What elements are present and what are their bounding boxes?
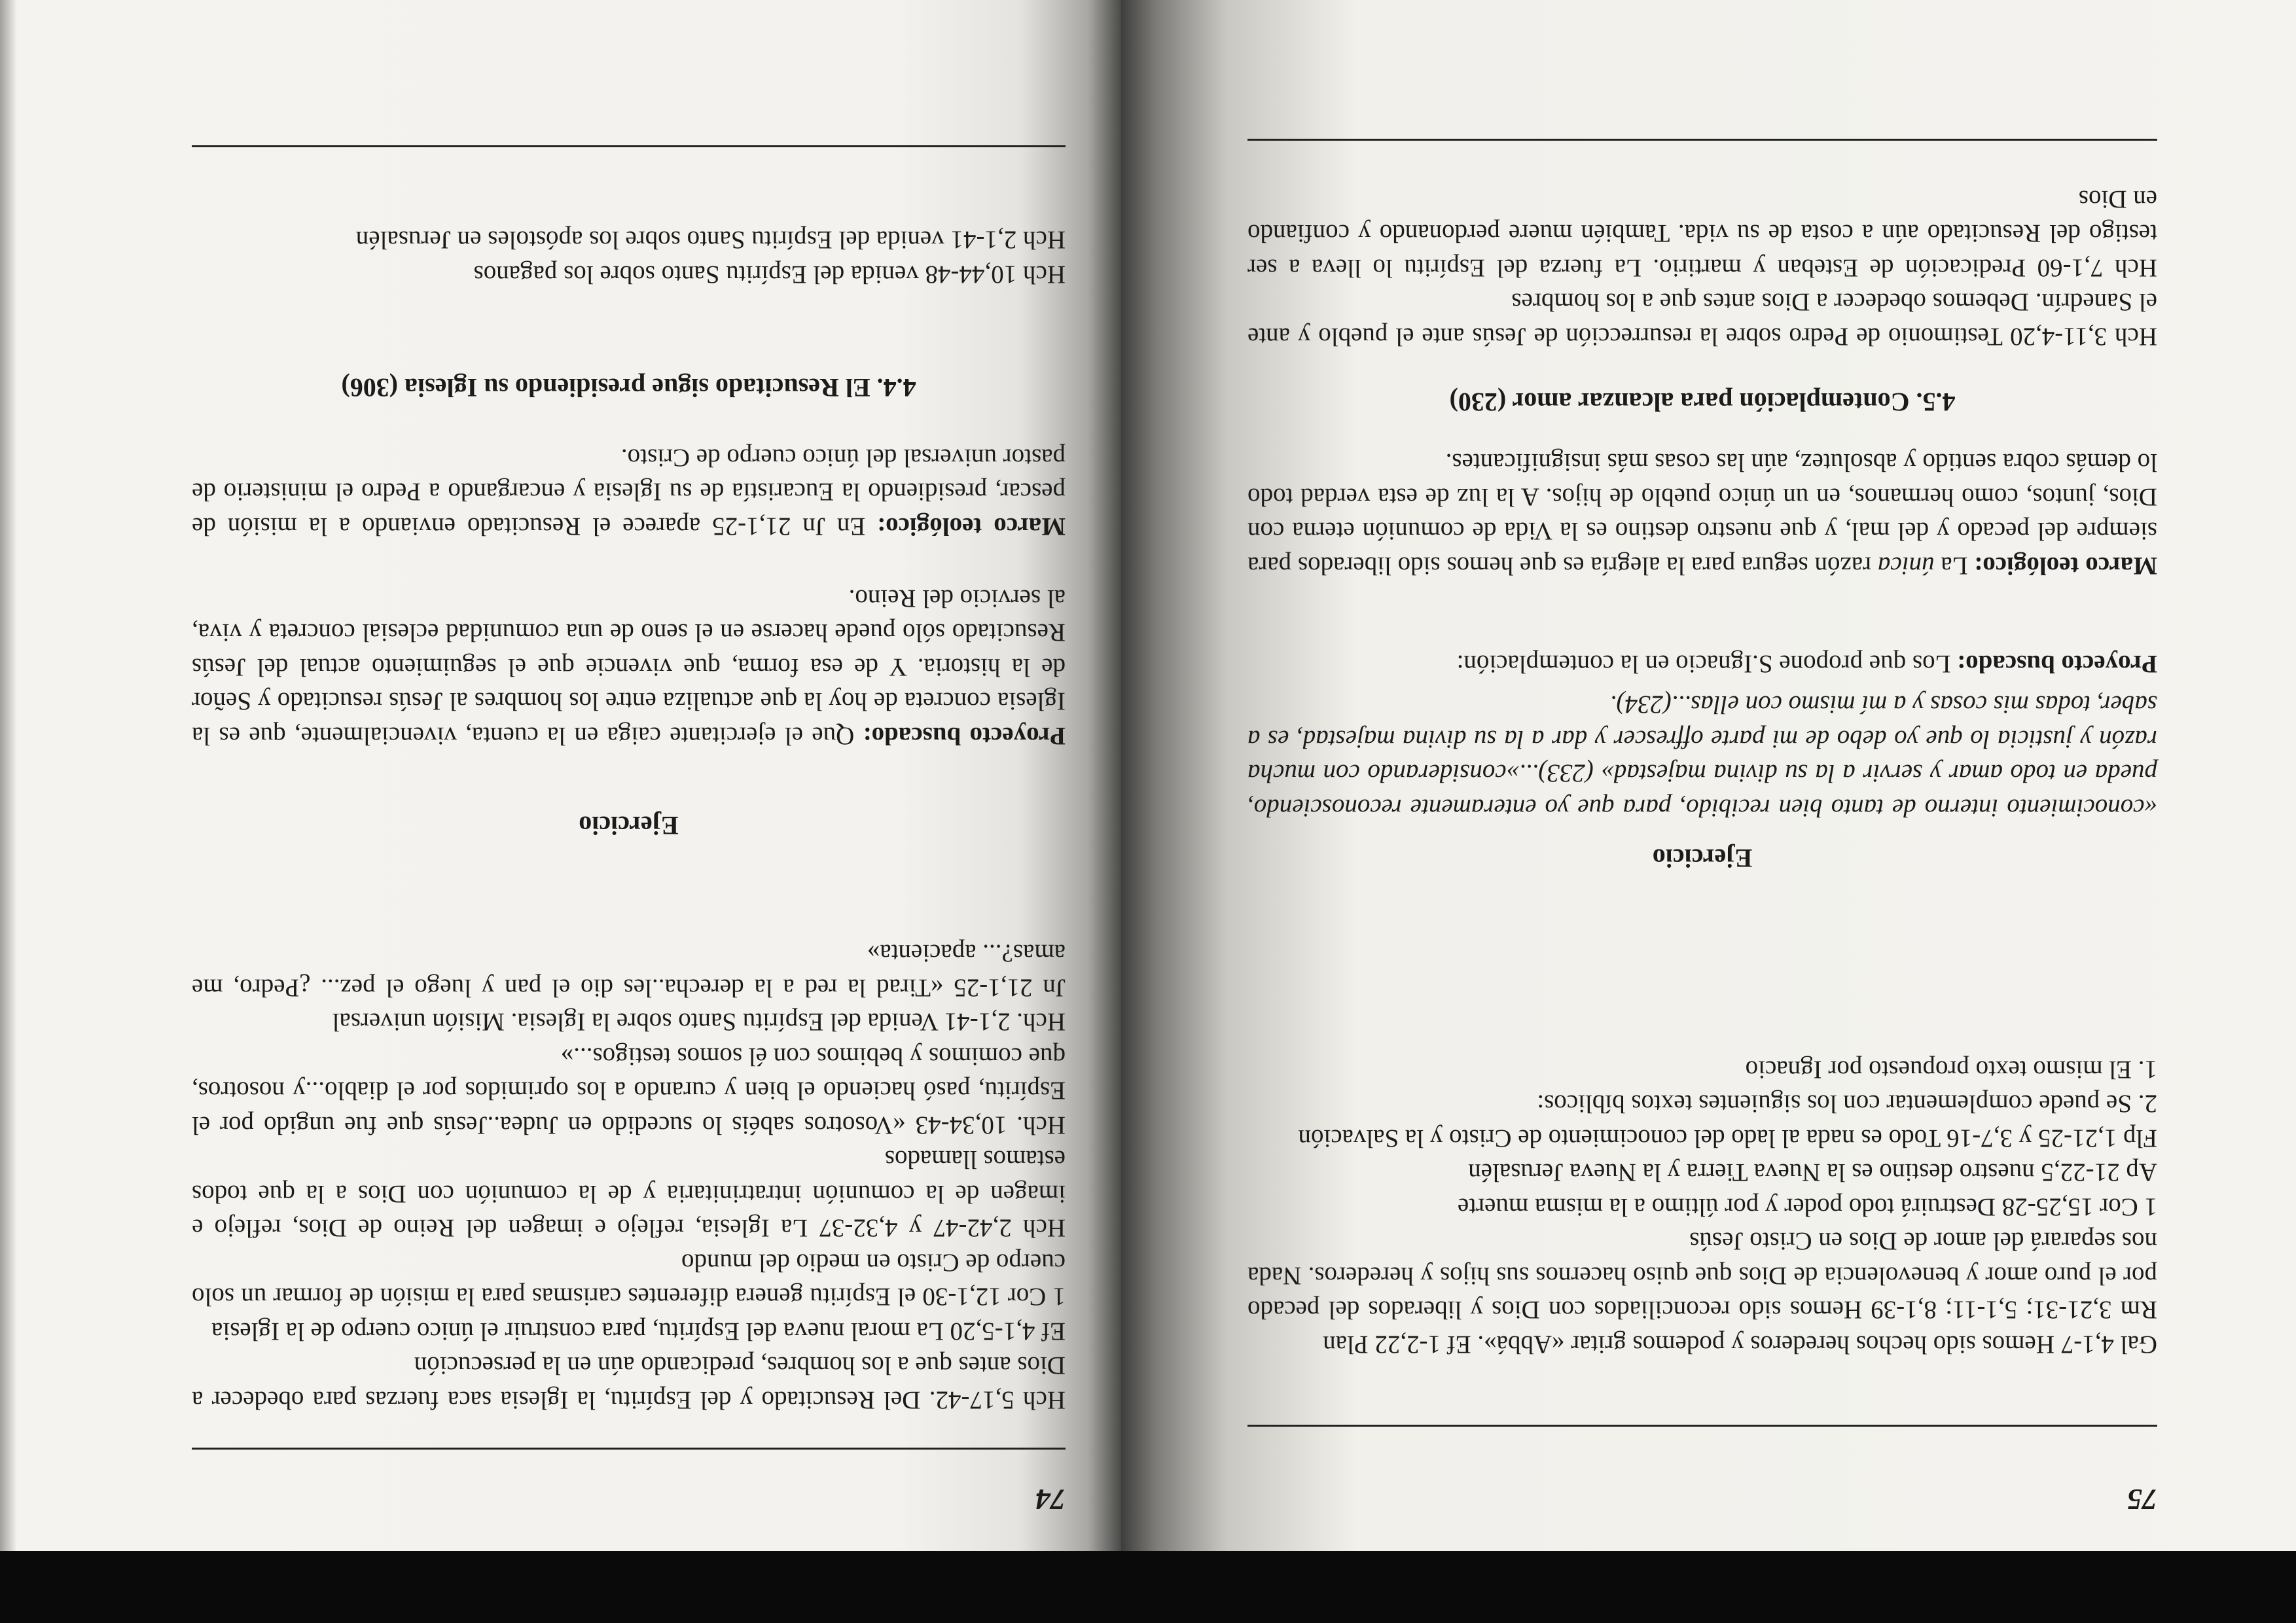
proyecto-paragraph-74: [192, 581, 1066, 753]
marco-text-a: La: [1934, 552, 1975, 580]
entry-item: Ef 4,1-5,20 La moral nueva del Espíritu, para construir el único cuerpo de la Iglesia: [211, 1317, 1066, 1346]
proyecto-text-74: Que el ejercitante caiga en la cuenta, vivencialmente, que es la Iglesia concreta de hoy la que actualiza entre los hombres al Jesús resucitado y Señor de la historia. Y de esa forma, que vivencie que el seguimiento actual del Jesús Resucitado sólo puede hacerse en el seno de una comunidad eclesial concreta y viva, al servicio del Reino.: [192, 584, 1066, 750]
marco-75: [1247, 445, 2157, 582]
ref-item: Rm 3,21-31; 5,1-11; 8,1-39 Hemos sido reconciliados con Dios y liberados del pecado por el puro amor y benevolencia de Dios que quiso hacernos sus hijos y herederos. Nada nos separará del amor de Dios en Cristo Jesús: [1247, 1227, 2157, 1325]
quote-75: [1247, 687, 2157, 825]
marco-label-74: Marco teológico:: [877, 512, 1066, 541]
ref-item: Hch 3,11-4,20 Testimonio de Pedro sobre la resurrección de Jesús ante el pueblo y ante el Sanedrín. Debemos obedecer a Dios antes que a los hombres: [1247, 288, 2157, 351]
ref-item: Ap 21-22,5 nuestro destino es la Nueva Tierra y la Nueva Jerusalén: [1468, 1158, 2157, 1187]
ignatian-quote: «conocimiento interno de tanto bien recibido, para que yo enteramente reconosciendo, pueda en todo amar y servir a la su divina majestad» (233)...»considerando con mucha razón y justicia lo que yo debo de mi parte offrescer y dar a la su divina majestad, es a saber, todas mis cosas y a mí mismo con ellas...(234).: [1247, 690, 2157, 822]
ref-item: Hch 2,1-41 venida del Espíritu Santo sobre los apóstoles en Jerusalén: [355, 226, 1066, 255]
section-heading-74: 4.4. El Resucitado sigue presidiendo su Iglesia (306): [341, 373, 916, 402]
proyecto-74: [192, 581, 1066, 753]
marco-text-b: razón segura para la alegría es que hemos sido liberados para siempre del pecado y del mal, y que nuestro destino es la Vida de comunión eterna con Dios, juntos, como hermanos, en un único pueblo de hijos. A la luz de esta verdad todo lo demás cobra sentido y absolutez, aún las cosas más insignificantes.: [1247, 448, 2157, 580]
marco-text-74: En Jn 21,1-25 aparece el Resucitado enviando a la misión de pescar, presidiendo la Eucaristía de su Iglesia y encargando a Pedro el ministerio de pastor universal del único cuerpo de Cristo.: [192, 444, 1066, 541]
bottom-rule-75: [1247, 139, 2157, 141]
scan-border: [0, 1541, 2296, 1623]
ref-item: Hch 10,44-48 venida del Espíritu Santo sobre los paganos: [473, 260, 1066, 289]
proyecto-paragraph-75: [1247, 647, 2157, 681]
entry-item: Hch. 10,34-43 «Vosotros sabéis lo sucedido en Judea..Jesús que fue ungido por el Espíritu, pasó haciendo el bien y curando a los oprimidos por el diablo...y nosotros, que comimos y bebimos con él somos testigos...»: [192, 1043, 1066, 1139]
ref-item: Gal 4,1-7 Hemos sido hechos herederos y podemos gritar «Abbá». Ef 1-2,22 Plan: [1323, 1330, 2157, 1359]
entry-item: Hch 5,17-42. Del Resucitado y del Espíritu, la Iglesia saca fuerzas para obedecer a Dios antes que a los hombres, predicando aún en la persecución: [192, 1351, 1066, 1414]
ejercicio-title-75: Ejercicio: [1652, 844, 1753, 873]
page-74-entries: [192, 936, 1066, 1417]
ref-item: Flp 1,21-25 y 3,7-16 Todo es nada al lado del conocimiento de Cristo y la Salvación: [1298, 1124, 2157, 1152]
ejercicio-title-74: Ejercicio: [579, 811, 679, 840]
ref-item: 1 Cor 15,25-28 Destruirá todo poder y por último a la misma muerte: [1457, 1193, 2157, 1221]
bottom-rule-74: [192, 145, 1066, 147]
page-number-74: 74: [1035, 1483, 1066, 1516]
ref-item: Hch 7,1-60 Predicación de Esteban y martirio. La fuerza del Espíritu lo lleva a ser testigo del Resucitado aún a costa de su vida. También muere perdonando y confiando en Dios: [1247, 185, 2157, 282]
page-number-75: 75: [2127, 1483, 2157, 1516]
entry-item: Hch 2,42-47 y 4,32-37 La Iglesia, reflejo e imagen del Reino de Dios, reflejo e imagen de la comunión intratrinitaria y de la comunión con Dios a la que todos estamos llamados: [192, 1145, 1066, 1243]
proyecto-text-75: Los que propone S.Ignacio en la contemplación:: [1456, 650, 1958, 678]
page-75-top-refs: [1247, 182, 2157, 354]
top-rule-74: [192, 1448, 1066, 1450]
ref-item: 1. El mismo texto propuesto por Ignacio: [1745, 1056, 2157, 1084]
page-edge-shadow: [0, 0, 17, 1551]
ref-item: 2. Se puede complementar con los siguientes textos bíblicos:: [1537, 1090, 2157, 1118]
page-74-top-refs: [192, 223, 1066, 291]
proyecto-label-74: Proyecto buscado:: [863, 722, 1066, 750]
proyecto-label-75: Proyecto buscado:: [1957, 650, 2157, 678]
entry-item: Jn 21,1-25 «Tirad la red a la derecha..les dio el pan y luego el pez... ¿Pedro, me amas?... apacienta»: [192, 939, 1066, 1002]
proyecto-75: [1247, 647, 2157, 681]
section-heading-75: 4.5. Contemplación para alcanzar amor (230): [1449, 387, 1956, 417]
entry-item: Hch. 2,1-41 Venida del Espíritu Santo sobre la Iglesia. Misión universal: [332, 1008, 1066, 1037]
marco-label-75: Marco teológico:: [1974, 552, 2157, 580]
marco-text-em: única: [1877, 552, 1935, 580]
marco-paragraph-75: [1247, 445, 2157, 582]
top-rule-75: [1247, 1425, 2157, 1427]
entry-item: 1 Cor 12,1-30 el Espíritu genera diferentes carismas para la misión de formar un solo cuerpo de Cristo en medio del mundo: [192, 1249, 1066, 1311]
marco-74: [192, 440, 1066, 544]
marco-paragraph-74: [192, 440, 1066, 544]
